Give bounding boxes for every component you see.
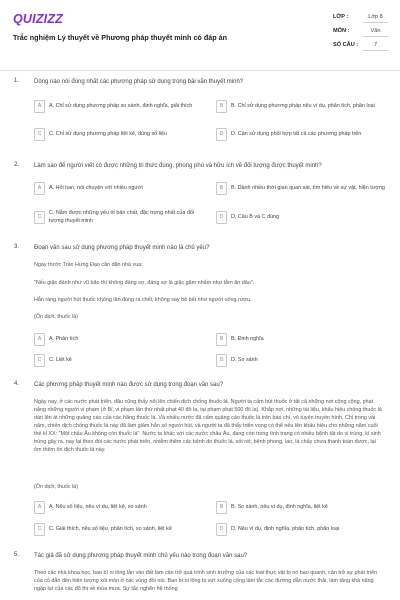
- question-text: Tác giả đã sử dụng phương pháp thuyết minh chủ yếu nào trong đoạn văn sau?: [34, 553, 248, 559]
- meta-grade-label: LỚP :: [333, 14, 349, 20]
- answer-option[interactable]: [34, 497, 206, 518]
- option-letter-badge: A: [34, 182, 45, 195]
- option-text: C. Giải thích, nêu số liệu, phân tích, so sánh, liệt kê: [49, 526, 172, 532]
- answer-option[interactable]: [34, 519, 206, 540]
- passage-line: Ngày trước Trần Hưng Đạo căn dặn nhà vua:: [34, 262, 143, 268]
- meta-subject-value: Văn: [363, 26, 388, 37]
- header-divider: [0, 70, 400, 71]
- answer-option[interactable]: [216, 519, 388, 540]
- option-text: C. Liệt kê: [49, 357, 72, 363]
- meta-count-value: 7: [363, 40, 388, 51]
- meta-grade-value: Lớp 8: [363, 12, 388, 23]
- meta-count-label: SỐ CÂU :: [333, 42, 359, 48]
- answer-option[interactable]: [34, 350, 206, 371]
- question-text: Đoạn văn sau sử dụng phương pháp thuyết minh nào là chủ yếu?: [34, 245, 210, 251]
- option-letter-badge: B: [216, 333, 227, 346]
- answer-option[interactable]: [216, 124, 388, 145]
- meta-count: [333, 40, 393, 54]
- option-letter-badge: A: [34, 100, 45, 113]
- option-text: B. So sánh, nêu ví dụ, định nghĩa, liệt kê: [231, 504, 328, 510]
- answer-option[interactable]: [34, 207, 206, 228]
- option-letter-badge: B: [216, 100, 227, 113]
- answer-option[interactable]: [216, 178, 388, 199]
- page-title: Trắc nghiệm Lý thuyết về Phương pháp thuyết minh có đáp án: [13, 33, 227, 42]
- option-text: A. Chỉ sử dụng phương pháp so sánh, định nghĩa, giải thích: [49, 103, 193, 109]
- answer-option[interactable]: [216, 96, 388, 117]
- answer-option[interactable]: [34, 124, 206, 145]
- passage-line: "Nếu giặc đánh như vũ bão thì không đáng sợ, đáng sợ là giặc gặm nhấm như tằm ăn dâu".: [34, 280, 255, 286]
- worksheet-meta: [333, 12, 393, 54]
- option-letter-badge: B: [216, 501, 227, 514]
- option-letter-badge: A: [34, 333, 45, 346]
- quizizz-logo: QUIZIZZ: [13, 12, 64, 26]
- option-text: A. Phân tích: [49, 336, 79, 342]
- meta-subject-label: MÔN :: [333, 28, 350, 34]
- option-text: A. Hỏi han, nói chuyện với nhiều người: [49, 185, 143, 191]
- meta-subject: [333, 26, 393, 40]
- option-letter-badge: D: [216, 211, 227, 224]
- option-text: A. Nêu số liệu, nêu ví dụ, liệt kê, so sánh: [49, 504, 147, 510]
- option-text: D. So sánh: [231, 357, 258, 363]
- option-letter-badge: D: [216, 128, 227, 141]
- option-letter-badge: C: [34, 128, 45, 141]
- option-text: B. Chỉ sử dụng phương pháp nêu ví dụ, phân tích, phân loại: [231, 103, 375, 109]
- worksheet-header: [0, 0, 400, 68]
- option-text: D. Cần sử dụng phối hợp tất cả các phương pháp trên: [231, 131, 362, 137]
- answer-option[interactable]: [34, 178, 206, 199]
- option-text: D. Câu B và C đúng: [231, 214, 279, 220]
- option-letter-badge: C: [34, 354, 45, 367]
- option-text: C. Nắm được những yếu tố bản chất, đặc trưng nhất của đối tượng thuyết minh: [49, 210, 195, 224]
- question-number: 1.: [14, 78, 20, 84]
- question-number: 4.: [14, 381, 20, 387]
- passage-line: Hẳn ràng người hút thuốc không lăn đùng ra chết, không say bê bết như người uống rượu.: [34, 297, 252, 303]
- option-text: B. Định nghĩa: [231, 336, 264, 342]
- question-number: 2.: [14, 162, 20, 168]
- answer-option[interactable]: [34, 96, 206, 117]
- answer-option[interactable]: [216, 350, 388, 371]
- question-text: Dòng nào nói đúng nhất các phương pháp sử dụng trong bài văn thuyết minh?: [34, 79, 244, 85]
- option-text: C. Chỉ sử dụng phương pháp liệt kê, dùng số liệu: [49, 131, 168, 137]
- option-letter-badge: D: [216, 354, 227, 367]
- option-letter-badge: B: [216, 182, 227, 195]
- question-number: 3.: [14, 244, 20, 250]
- passage-source: (Ôn dịch, thuốc lá): [34, 314, 79, 320]
- question-text: Các phương pháp thuyết minh nào được sử dụng trong đoạn văn sau?: [34, 382, 224, 388]
- option-letter-badge: C: [34, 523, 45, 536]
- answer-option[interactable]: [216, 329, 388, 350]
- meta-grade: [333, 12, 393, 26]
- answer-option[interactable]: [34, 329, 206, 350]
- passage-paragraph: Theo các nhà khoa học, bao bì ni lông lẫn vào đất làm cản trở quá trình sinh trưởng của các loài thực vật bị nó bao quanh, cản trở sự phát triển của cỏ dẫn đến hiện tượng xói mòn ở các vùng đồi núi. Bao bì ni lông bị vứt xuống cống làm tắc các đường dẫn nước thải, làm tăng khả năng ngập lụt của các đô thị về mùa mưa. Sự tắc nghẽn hệ thống: [34, 570, 377, 592]
- question-number: 5.: [14, 552, 20, 558]
- passage-paragraph: Ngày nay, ở các nước phát triển, đâu cũng thấy nổi lên chiến dịch chống thuốc lá. Người ta cấm hút thuốc ở tất cả những nơi công cộng, phạt nặng những người vi phạm (ở Bỉ, vi phạm lần thứ nhất phạt 40 đô la, tại phạm phạt 500 đô la). Khắp nơi, những tài liệu, khẩu hiệu chống thuốc lá dán lên át những quảng cáo của các hãng thuốc lá. Và nhiều nước đã cấm quảng cáo thuốc lá trên báo chí, vô tuyến truyền hình. Chỉ trong vài năm, chiến dịch chống thuốc lá này đã làm giảm hẳn số người hút, và người ta đã thấy triển vọng có thể nêu lên khẩu hiệu cho những năm cuối thế kỉ XX: "Một châu Âu không còn thuốc lá". Nước ta khác với các nước châu Âu, đang còn trong tình trạng có nhiều bệnh tật do vi trùng, kí sinh trùng gây ra, nay lại theo đòi các nước phát triển, nhiễm thêm các bệnh do thuốc lá, sốt rét, bệnh phong, lao, là chấy chưa thanh toán được, lại ôm thêm ôn dịch thuốc lá này.: [34, 399, 382, 453]
- answer-option[interactable]: [216, 207, 388, 228]
- answer-option[interactable]: [216, 497, 388, 518]
- option-text: D. Nêu ví dụ, định nghĩa, phân tích, phân loại: [231, 526, 340, 532]
- option-letter-badge: D: [216, 523, 227, 536]
- option-letter-badge: C: [34, 211, 45, 224]
- option-letter-badge: A: [34, 501, 45, 514]
- option-text: B. Dành nhiều thời gian quan sát, tìm hiểu về sự vật, hiện tượng: [231, 185, 385, 191]
- question-text: Làm sao để người viết có được những tri thức đúng, phong phú và hữu ích về đối tượng được thuyết minh?: [34, 163, 322, 169]
- passage-source: (Ôn dịch, thuốc lá): [34, 484, 79, 490]
